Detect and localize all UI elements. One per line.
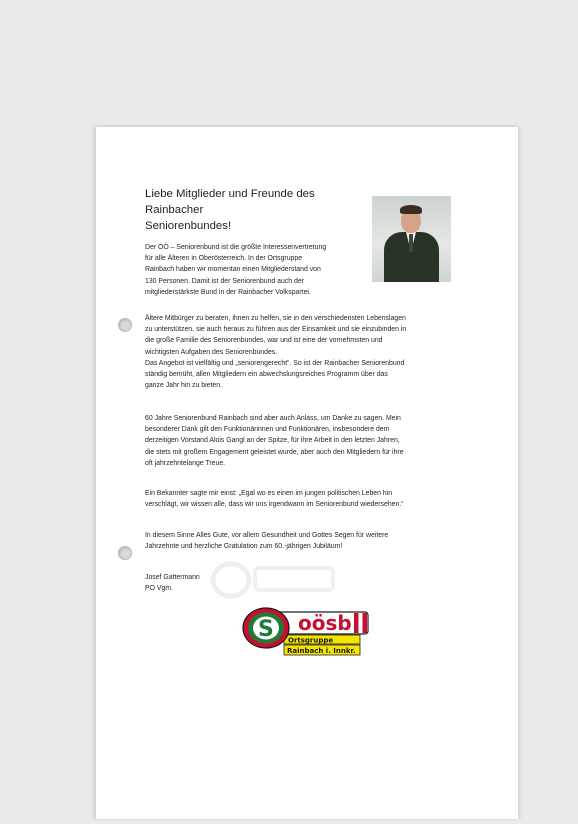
text-line: 130 Personen. Damit ist der Seniorenbund auch der <box>145 277 304 285</box>
paragraph-thanks <box>145 413 465 469</box>
text-line: ganze Jahr hin zu bieten. <box>145 382 222 390</box>
text-line: zu unterstützen, sie auch heraus zu führen aus der Einsamkeit und sie einzubinden in <box>145 326 407 334</box>
text-line: ständig bemüht, allen Mitgliedern ein abwechslungsreiches Programm über das <box>145 371 388 379</box>
text-line: für alle Älteren in Oberösterreich. In der Ortsgruppe <box>145 255 303 263</box>
text-line: mitgliederstärkste Bund in der Rainbacher Volkspartei. <box>145 288 311 296</box>
paragraph-quote <box>145 488 465 510</box>
logo-wordmark: oösb <box>298 611 352 635</box>
title-line: Liebe Mitglieder und Freunde des Rainbacher <box>145 188 315 216</box>
text-line: oft jahrzehntelange Treue. <box>145 459 226 467</box>
paragraph-intro <box>145 242 370 298</box>
signature-block <box>145 572 465 594</box>
text-line: besonderer Dank gilt den Funktionärinnen und Funktionären, insbesondere dem <box>145 426 390 434</box>
punch-hole-top <box>118 318 132 332</box>
logo-line2: Rainbach i. Innkr. <box>287 647 356 655</box>
text-line: Der OÖ – Seniorenbund ist die größte Interessenvertretung <box>145 244 327 251</box>
paragraph-closing <box>145 530 465 552</box>
letter-title <box>145 186 370 234</box>
text-line: Ein Bekannter sagte mir einst: „Egal wo es einen im jungen politischen Leben hin <box>145 490 393 497</box>
text-line: die stets mit großem Engagement geleistet wurde, aber auch den Mitgliedern für ihre <box>145 448 404 456</box>
portrait-photo <box>372 196 451 282</box>
punch-hole-bottom <box>118 546 132 560</box>
signature-role: PO Vgm. <box>145 585 173 593</box>
text-line: Jahrzehnte und herzliche Gratulation zum 60.-jährigen Jubiläum! <box>145 543 343 551</box>
text-line: derzeitigen Vorstand Alois Gangl an der Spitze, für ihre Arbeit in den letzten Jahren, <box>145 437 400 445</box>
text-line: In diesem Sinne Alles Gute, vor allem Gesundheit und Gottes Segen für weitere <box>145 532 389 539</box>
text-line: Rainbach haben wir momentan einen Mitgliederstand von <box>145 266 321 274</box>
oesb-logo <box>236 607 372 659</box>
paragraph-mission <box>145 313 465 391</box>
title-line: Seniorenbundes! <box>145 220 232 232</box>
text-line: verschlägt, wir wissen alle, dass wir uns irgendwann im Seniorenbund wiedersehen.“ <box>145 501 404 509</box>
logo-line1: Ortsgruppe <box>288 636 334 645</box>
text-line: Ältere Mitbürger zu beraten, ihnen zu helfen, sie in den verschiedensten Lebenslagen <box>145 315 406 322</box>
signature-name: Josef Gattermann <box>145 574 200 581</box>
text-line: 60 Jahre Seniorenbund Rainbach sind aber auch Anlass, um Danke zu sagen. Mein <box>145 415 401 422</box>
text-line: die große Familie des Seniorenbundes, war und ist eine der vornehmsten und <box>145 337 383 345</box>
text-line: Das Angebot ist vielfältig und „seniorengerecht“. So ist der Rainbacher Seniorenbund <box>145 359 405 367</box>
logo-letter: S <box>258 617 274 642</box>
text-line: wichtigsten Aufgaben des Seniorenbundes. <box>145 348 278 356</box>
